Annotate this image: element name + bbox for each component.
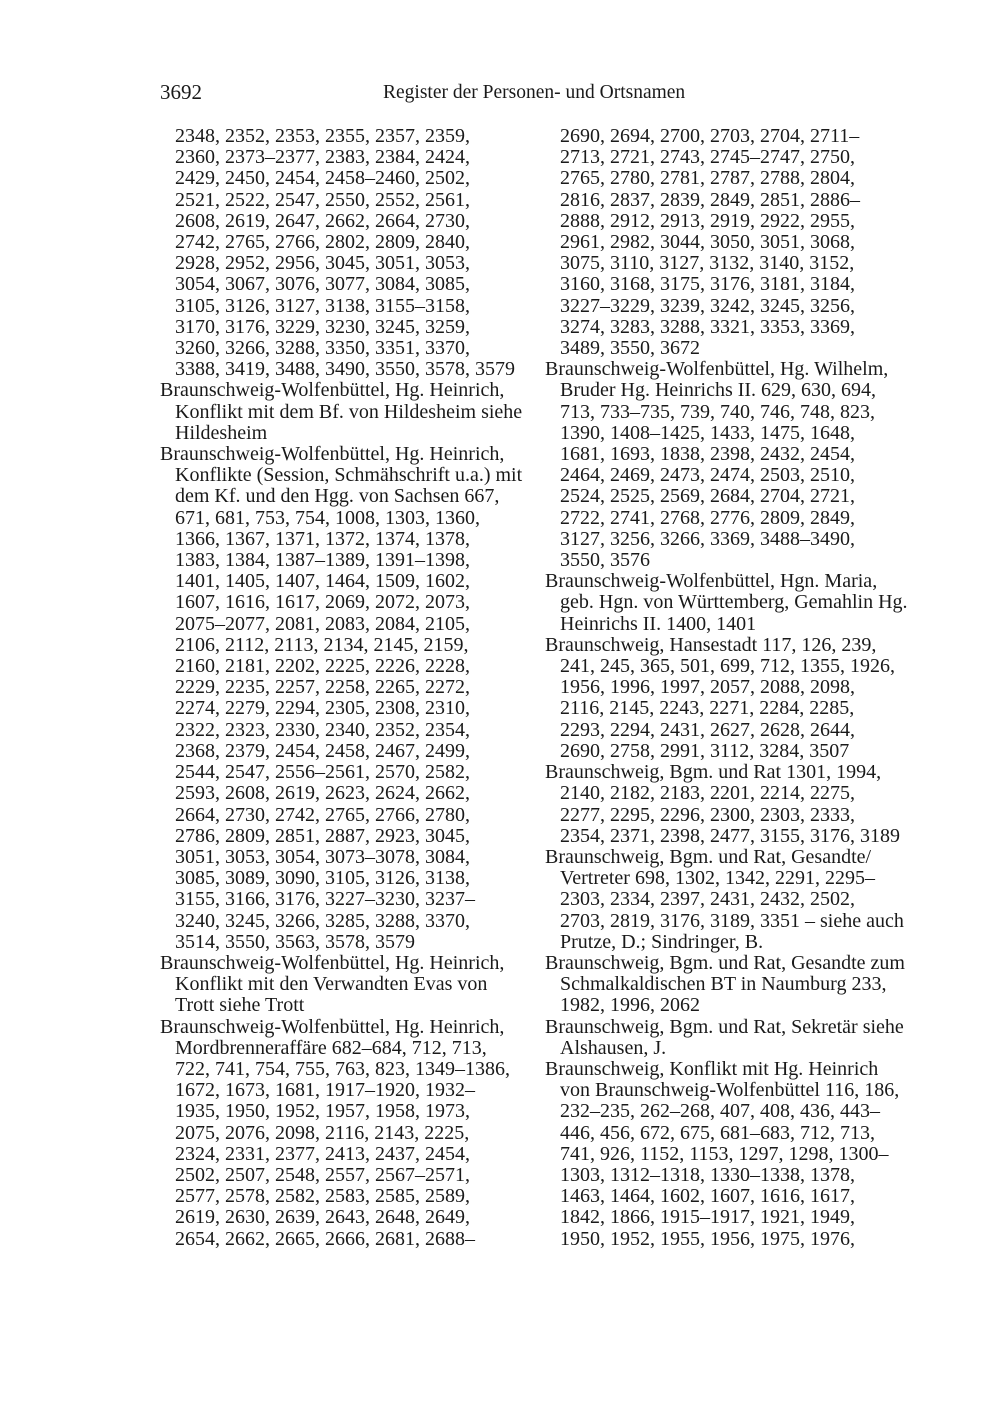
index-entry xyxy=(545,847,925,953)
index-entry-heading-line: Braunschweig, Bgm. und Rat 1301, 1994, xyxy=(545,761,882,784)
index-entry-heading-line: Braunschweig-Wolfenbüttel, Hg. Wilhelm, xyxy=(545,358,889,381)
index-entry xyxy=(160,126,540,380)
index-entry-line: Prutze, D.; Sindringer, B. xyxy=(560,930,764,953)
index-entry-line: 2619, 2630, 2639, 2643, 2648, 2649, xyxy=(175,1206,470,1229)
index-entry-line: Konflikte (Session, Schmähschrift u.a.) mit xyxy=(175,464,523,487)
index-entry-line: 3160, 3168, 3175, 3176, 3181, 3184, xyxy=(560,273,855,296)
index-entry-line: 1982, 1996, 2062 xyxy=(560,994,700,1017)
index-entry-line: 2816, 2837, 2839, 2849, 2851, 2886– xyxy=(560,188,860,211)
index-entry-line: Konflikt mit dem Bf. von Hildesheim siehe xyxy=(175,400,523,423)
index-entry-line: 2928, 2952, 2956, 3045, 3051, 3053, xyxy=(175,252,470,275)
index-entry-line: 1303, 1312–1318, 1330–1338, 1378, xyxy=(560,1163,855,1186)
index-entry xyxy=(545,126,925,359)
index-entry-line: 2654, 2662, 2665, 2666, 2681, 2688– xyxy=(175,1227,475,1250)
index-entry-line: 1463, 1464, 1602, 1607, 1616, 1617, xyxy=(560,1185,855,1208)
index-entry-line: dem Kf. und den Hgg. von Sachsen 667, xyxy=(175,485,500,508)
index-entry xyxy=(545,1017,925,1059)
index-entry-line: 2722, 2741, 2768, 2776, 2809, 2849, xyxy=(560,506,855,529)
index-entry xyxy=(545,359,925,571)
index-entry-heading-line: Braunschweig, Bgm. und Rat, Gesandte zum xyxy=(545,951,905,974)
index-entry-line: Bruder Hg. Heinrichs II. 629, 630, 694, xyxy=(560,379,877,402)
index-entry-line: 2229, 2235, 2257, 2258, 2265, 2272, xyxy=(175,676,470,699)
index-entry-heading-line: Braunschweig-Wolfenbüttel, Hg. Heinrich, xyxy=(160,1015,505,1038)
index-entry-line: 241, 245, 365, 501, 699, 712, 1355, 1926, xyxy=(560,655,895,678)
index-entry xyxy=(160,1017,540,1250)
index-entry-line: 3274, 3283, 3288, 3321, 3353, 3369, xyxy=(560,315,855,338)
index-entry-line: 2075, 2076, 2098, 2116, 2143, 2225, xyxy=(175,1121,470,1144)
index-entry-line: 3170, 3176, 3229, 3230, 3245, 3259, xyxy=(175,315,470,338)
index-entry-line: 2765, 2780, 2781, 2787, 2788, 2804, xyxy=(560,167,855,190)
index-entry-line: 671, 681, 753, 754, 1008, 1303, 1360, xyxy=(175,506,480,529)
index-entry-line: 1956, 1996, 1997, 2057, 2088, 2098, xyxy=(560,676,855,699)
index-entry-heading-line: Braunschweig-Wolfenbüttel, Hg. Heinrich, xyxy=(160,379,505,402)
index-entry-line: 3085, 3089, 3090, 3105, 3126, 3138, xyxy=(175,867,470,890)
index-entry-line: 3260, 3266, 3288, 3350, 3351, 3370, xyxy=(175,337,470,360)
index-entry-line: Schmalkaldischen BT in Naumburg 233, xyxy=(560,973,887,996)
index-entry-line: 3054, 3067, 3076, 3077, 3084, 3085, xyxy=(175,273,470,296)
index-entry-heading-line: Braunschweig-Wolfenbüttel, Hgn. Maria, xyxy=(545,570,878,593)
index-entry-line: 2502, 2507, 2548, 2557, 2567–2571, xyxy=(175,1163,470,1186)
index-entry xyxy=(160,444,540,953)
index-entry xyxy=(160,380,540,444)
index-entry-line: 2368, 2379, 2454, 2458, 2467, 2499, xyxy=(175,739,470,762)
index-entry-line: 2303, 2334, 2397, 2431, 2432, 2502, xyxy=(560,888,855,911)
index-entry-line: 1950, 1952, 1955, 1956, 1975, 1976, xyxy=(560,1227,855,1250)
index-entry-line: 232–235, 262–268, 407, 408, 436, 443– xyxy=(560,1100,880,1123)
index-entry-line: 3051, 3053, 3054, 3073–3078, 3084, xyxy=(175,845,470,868)
index-entry xyxy=(545,571,925,635)
index-entry-line: Mordbrenneraffäre 682–684, 712, 713, xyxy=(175,1036,487,1059)
index-entry-line: 2140, 2182, 2183, 2201, 2214, 2275, xyxy=(560,782,855,805)
index-entry-line: 2464, 2469, 2473, 2474, 2503, 2510, xyxy=(560,464,855,487)
index-entry-line: 1390, 1408–1425, 1433, 1475, 1648, xyxy=(560,421,855,444)
index-entry-line: 2322, 2323, 2330, 2340, 2352, 2354, xyxy=(175,718,470,741)
index-entry xyxy=(545,635,925,762)
index-entry-line: 2293, 2294, 2431, 2627, 2628, 2644, xyxy=(560,718,855,741)
index-entry-line: 1383, 1384, 1387–1389, 1391–1398, xyxy=(175,549,470,572)
index-entry-line: 2106, 2112, 2113, 2134, 2145, 2159, xyxy=(175,633,469,656)
index-entry-line: 2593, 2608, 2619, 2623, 2624, 2662, xyxy=(175,782,470,805)
index-entry-line: 2075–2077, 2081, 2083, 2084, 2105, xyxy=(175,612,470,635)
index-entry-line: 1366, 1367, 1371, 1372, 1374, 1378, xyxy=(175,527,470,550)
index-entry-line: Vertreter 698, 1302, 1342, 2291, 2295– xyxy=(560,867,875,890)
index-entry-line: 3127, 3256, 3266, 3369, 3488–3490, xyxy=(560,527,855,550)
index-entry-heading-line: Braunschweig-Wolfenbüttel, Hg. Heinrich, xyxy=(160,951,505,974)
index-entry-line: 1401, 1405, 1407, 1464, 1509, 1602, xyxy=(175,570,470,593)
index-entry-line: 741, 926, 1152, 1153, 1297, 1298, 1300– xyxy=(560,1142,889,1165)
index-entry-line: 1672, 1673, 1681, 1917–1920, 1932– xyxy=(175,1079,475,1102)
index-entry-line: 2277, 2295, 2296, 2300, 2303, 2333, xyxy=(560,803,855,826)
index-entry-line: 3240, 3245, 3266, 3285, 3288, 3370, xyxy=(175,909,470,932)
index-entry-line: 3155, 3166, 3176, 3227–3230, 3237– xyxy=(175,888,475,911)
index-entry-line: 2274, 2279, 2294, 2305, 2308, 2310, xyxy=(175,697,470,720)
index-entry-line: 3075, 3110, 3127, 3132, 3140, 3152, xyxy=(560,252,855,275)
index-entry-line: 2429, 2450, 2454, 2458–2460, 2502, xyxy=(175,167,470,190)
index-entry-line: 2116, 2145, 2243, 2271, 2284, 2285, xyxy=(560,697,855,720)
running-title: Register der Personen- und Ortsnamen xyxy=(383,82,686,103)
index-entry xyxy=(545,762,925,847)
index-entry-line: 1681, 1693, 1838, 2398, 2432, 2454, xyxy=(560,443,855,466)
index-entry-line: 2360, 2373–2377, 2383, 2384, 2424, xyxy=(175,146,470,169)
index-entry-line: 2664, 2730, 2742, 2765, 2766, 2780, xyxy=(175,803,470,826)
index-entry-line: Konflikt mit den Verwandten Evas von xyxy=(175,973,488,996)
index-entry-line: Alshausen, J. xyxy=(560,1036,667,1059)
index-entry-line: 2608, 2619, 2647, 2662, 2664, 2730, xyxy=(175,209,470,232)
index-entry-line: Heinrichs II. 1400, 1401 xyxy=(560,612,757,635)
index-entry-line: 2544, 2547, 2556–2561, 2570, 2582, xyxy=(175,761,470,784)
index-entry-line: Hildesheim xyxy=(175,421,268,444)
index-entry-line: 2160, 2181, 2202, 2225, 2226, 2228, xyxy=(175,655,470,678)
index-entry-line: 3489, 3550, 3672 xyxy=(560,337,700,360)
index-column-left xyxy=(160,126,540,1250)
index-entry-line: 3388, 3419, 3488, 3490, 3550, 3578, 3579 xyxy=(175,358,515,381)
index-entry-line: 2961, 2982, 3044, 3050, 3051, 3068, xyxy=(560,231,855,254)
index-entry-line: 2521, 2522, 2547, 2550, 2552, 2561, xyxy=(175,188,470,211)
index-entry-line: 3105, 3126, 3127, 3138, 3155–3158, xyxy=(175,294,470,317)
index-entry-line: 2888, 2912, 2913, 2919, 2922, 2955, xyxy=(560,209,855,232)
index-entry-line: 2577, 2578, 2582, 2583, 2585, 2589, xyxy=(175,1185,470,1208)
index-entry-line: 3514, 3550, 3563, 3578, 3579 xyxy=(175,930,415,953)
index-entry-line: Trott siehe Trott xyxy=(175,994,305,1017)
index-entry-line: 2354, 2371, 2398, 2477, 3155, 3176, 3189 xyxy=(560,824,900,847)
index-entry-line: 2690, 2694, 2700, 2703, 2704, 2711– xyxy=(560,125,860,147)
index-entry-heading-line: Braunschweig, Konflikt mit Hg. Heinrich xyxy=(545,1057,879,1080)
index-entry-line: 2742, 2765, 2766, 2802, 2809, 2840, xyxy=(175,231,470,254)
index-entry-line: 1842, 1866, 1915–1917, 1921, 1949, xyxy=(560,1206,855,1229)
index-entry-line: 2690, 2758, 2991, 3112, 3284, 3507 xyxy=(560,739,850,762)
index-entry-heading-line: Braunschweig, Bgm. und Rat, Gesandte/ xyxy=(545,845,872,868)
index-entry-line: geb. Hgn. von Württemberg, Gemahlin Hg. xyxy=(560,591,908,614)
index-entry-line: 3550, 3576 xyxy=(560,549,650,572)
index-entry-line: 446, 456, 672, 675, 681–683, 712, 713, xyxy=(560,1121,875,1144)
index-entry-line: 3227–3229, 3239, 3242, 3245, 3256, xyxy=(560,294,855,317)
index-entry-line: 1607, 1616, 1617, 2069, 2072, 2073, xyxy=(175,591,470,614)
index-column-right xyxy=(545,126,925,1250)
index-entry-heading-line: Braunschweig, Bgm. und Rat, Sekretär siehe xyxy=(545,1015,904,1038)
index-entry xyxy=(545,1059,925,1250)
index-entry-heading-line: Braunschweig, Hansestadt 117, 126, 239, xyxy=(545,633,877,656)
index-entry-heading-line: Braunschweig-Wolfenbüttel, Hg. Heinrich, xyxy=(160,443,505,466)
index-entry-line: 1935, 1950, 1952, 1957, 1958, 1973, xyxy=(175,1100,470,1123)
index-entry-line: 2524, 2525, 2569, 2684, 2704, 2721, xyxy=(560,485,855,508)
index-entry-line: 2348, 2352, 2353, 2355, 2357, 2359, xyxy=(175,125,470,147)
index-entry xyxy=(160,953,540,1017)
index-entry-line: 2786, 2809, 2851, 2887, 2923, 3045, xyxy=(175,824,470,847)
page-number: 3692 xyxy=(160,80,202,104)
index-entry-line: 713, 733–735, 739, 740, 746, 748, 823, xyxy=(560,400,875,423)
index-entry-line: 722, 741, 754, 755, 763, 823, 1349–1386, xyxy=(175,1057,510,1080)
index-entry-line: 2324, 2331, 2377, 2413, 2437, 2454, xyxy=(175,1142,470,1165)
index-entry-line: von Braunschweig-Wolfenbüttel 116, 186, xyxy=(560,1079,900,1102)
index-entry-line: 2713, 2721, 2743, 2745–2747, 2750, xyxy=(560,146,855,169)
index-entry xyxy=(545,953,925,1017)
index-entry-line: 2703, 2819, 3176, 3189, 3351 – siehe auch xyxy=(560,909,904,932)
